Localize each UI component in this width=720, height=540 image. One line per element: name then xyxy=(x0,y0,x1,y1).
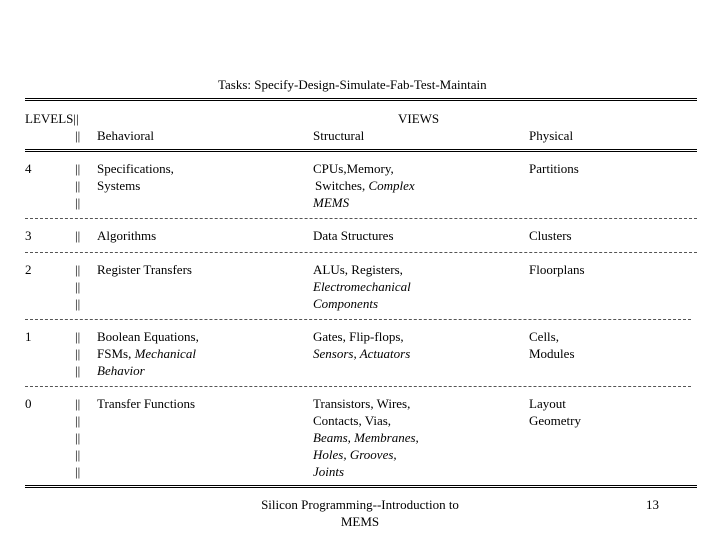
footer-rule xyxy=(25,485,697,488)
cell-line: CPUs,Memory, xyxy=(313,161,394,176)
structural-cell xyxy=(313,261,411,312)
cell-line: Contacts, Vias, xyxy=(313,413,392,428)
row-separator xyxy=(25,252,697,253)
bar: || xyxy=(75,396,81,411)
bar: || xyxy=(75,329,81,344)
cell-line: Cells, xyxy=(529,329,559,344)
cell-line: Partitions xyxy=(529,161,579,176)
cell-line: Gates, Flip-flops, xyxy=(313,329,404,344)
cell-line: Floorplans xyxy=(529,262,585,277)
level-bars xyxy=(75,395,85,480)
physical-cell xyxy=(529,328,575,362)
level-label: 0 xyxy=(25,396,32,411)
cell-line: Modules xyxy=(529,346,575,361)
cell-line: Layout xyxy=(529,396,566,411)
structural-cell xyxy=(313,328,410,362)
bar: || xyxy=(75,447,81,462)
behavioral-cell xyxy=(97,328,199,379)
cell-line: Beams, Membranes, xyxy=(313,430,419,445)
cell-line: Behavior xyxy=(97,363,145,378)
behavioral-header: Behavioral xyxy=(97,128,155,143)
level-bars xyxy=(75,261,85,312)
bar: || xyxy=(75,161,81,176)
cell-line: Geometry xyxy=(529,413,581,428)
physical-cell xyxy=(529,160,579,177)
bar: || xyxy=(75,296,81,311)
cell-line: Sensors, Actuators xyxy=(313,346,411,361)
footer-title-line: MEMS xyxy=(340,514,380,529)
row-separator xyxy=(25,319,691,320)
cell-line: Holes, Grooves, xyxy=(313,447,397,462)
behavioral-cell xyxy=(97,395,195,412)
bar: || xyxy=(75,363,81,378)
cell-line: Electromechanical xyxy=(313,279,411,294)
structural-cell xyxy=(313,227,394,244)
physical-cell xyxy=(529,261,585,278)
views-header: VIEWS xyxy=(398,111,440,126)
row-separator xyxy=(25,218,697,219)
level-bars xyxy=(75,160,85,211)
bar: || xyxy=(75,346,81,361)
structural-header: Structural xyxy=(313,128,365,143)
cell-line: Joints xyxy=(313,464,345,479)
bar: || xyxy=(75,262,81,277)
title-rule xyxy=(25,98,697,101)
cell-line: ALUs, Registers, xyxy=(313,262,403,277)
cell-line xyxy=(97,345,199,362)
cell-line: MEMS xyxy=(313,195,350,210)
footer-title xyxy=(240,496,480,530)
row-separator xyxy=(25,386,691,387)
cell-line: Specifications, xyxy=(97,161,174,176)
cell-line: Register Transfers xyxy=(97,262,192,277)
cell-line: Clusters xyxy=(529,228,572,243)
bar: || xyxy=(75,195,81,210)
level-label: 1 xyxy=(25,329,32,344)
page-number: 13 xyxy=(646,497,659,512)
levels-header: LEVELS|| xyxy=(25,111,79,126)
cell-line: Systems xyxy=(97,178,141,193)
structural-cell xyxy=(313,160,415,211)
cell-text: FSMs, xyxy=(97,346,135,361)
physical-header: Physical xyxy=(529,128,574,143)
cell-line: Algorithms xyxy=(97,228,157,243)
level-label: 2 xyxy=(25,262,32,277)
bar: || xyxy=(75,464,81,479)
bar: || xyxy=(75,228,81,243)
cell-line: Switches, Complex xyxy=(315,178,415,193)
level-bars xyxy=(75,227,85,244)
bar: || xyxy=(75,430,81,445)
level-label: 4 xyxy=(25,161,32,176)
bar: || xyxy=(75,413,81,428)
behavioral-cell xyxy=(97,261,192,278)
structural-cell xyxy=(313,395,419,480)
slide-title: Tasks: Specify-Design-Simulate-Fab-Test-Maintain xyxy=(218,77,487,92)
cell-line: Boolean Equations, xyxy=(97,329,199,344)
behavioral-cell xyxy=(97,160,174,194)
cell-text-italic: Mechanical xyxy=(134,346,196,361)
header-rule xyxy=(25,149,697,152)
cell-line: Components xyxy=(313,296,378,311)
footer-title-line: Silicon Programming--Introduction to xyxy=(261,497,459,512)
level-bars xyxy=(75,328,85,379)
cell-line: Data Structures xyxy=(313,228,394,243)
physical-cell xyxy=(529,227,572,244)
cell-line: Transistors, Wires, xyxy=(313,396,411,411)
cell-text-italic: Complex xyxy=(368,178,415,193)
bar: || xyxy=(75,279,81,294)
behavioral-cell xyxy=(97,227,156,244)
bar: || xyxy=(75,178,81,193)
header-bar: || xyxy=(75,128,81,143)
cell-line: Transfer Functions xyxy=(97,396,196,411)
level-label: 3 xyxy=(25,228,32,243)
physical-cell xyxy=(529,395,581,429)
